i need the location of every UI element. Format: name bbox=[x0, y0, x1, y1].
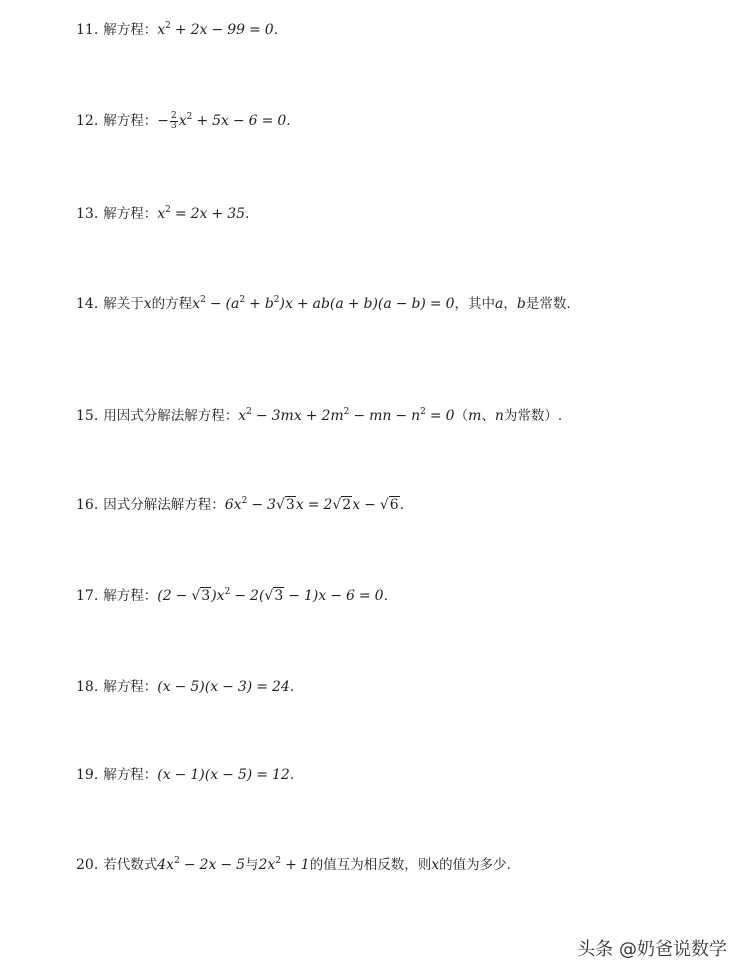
problem-label: 解方程： bbox=[103, 113, 158, 129]
problem-16 bbox=[76, 495, 404, 515]
problem-12 bbox=[76, 111, 291, 131]
problem-text: ， bbox=[503, 296, 517, 312]
equation: $(2 - √3)x^2 - 2(√3 - 1)x - 6 = 0$. bbox=[157, 587, 389, 604]
problem-number: 18. bbox=[76, 679, 99, 695]
problem-text: ，其中 bbox=[454, 296, 496, 312]
problem-text: 、 bbox=[481, 408, 495, 424]
problem-text: 的方程 bbox=[151, 296, 193, 312]
problem-text: 的值为多少. bbox=[439, 857, 511, 873]
problem-text: 是常数. bbox=[525, 296, 571, 312]
problem-label: 解方程： bbox=[103, 22, 158, 38]
problem-number: 17. bbox=[76, 588, 99, 604]
problem-label: 若代数式 bbox=[103, 857, 158, 873]
problem-number: 20. bbox=[76, 857, 99, 873]
problem-label: 解方程： bbox=[103, 679, 158, 695]
equation: − $\frac{2}{3}$ $x^2 + 5x - 6 = 0$. bbox=[157, 110, 291, 131]
problem-text: 的值互为相反数，则 bbox=[309, 857, 432, 873]
equation: (x − 1)(x − 5) = 12. bbox=[157, 767, 295, 783]
equation: (x − 5)(x − 3) = 24. bbox=[157, 679, 295, 695]
problem-18 bbox=[76, 677, 294, 697]
equation: $x^2 + 2x - 99 = 0$. bbox=[157, 21, 279, 38]
problem-number: 12. bbox=[76, 113, 99, 129]
problem-label: 解方程： bbox=[103, 588, 158, 604]
problem-17 bbox=[76, 586, 388, 606]
problem-text: 为常数）. bbox=[503, 408, 563, 424]
problem-20: 20. 若代数式$4x^2 - 2x - 5$与$2x^2 + 1$的值互为相反数，则x的值为多少. bbox=[76, 856, 511, 873]
equation: $x^2 - 3mx + 2m^2$ − mn − $n^2 = 0$ bbox=[238, 407, 455, 424]
watermark: 头条 @奶爸说数学 bbox=[577, 939, 727, 960]
problem-label: 解方程： bbox=[103, 206, 158, 222]
problem-text: （ bbox=[454, 408, 469, 424]
problem-number: 14. bbox=[76, 296, 99, 312]
problem-number: 16. bbox=[76, 497, 99, 513]
problem-15: 15. 用因式分解法解方程：$x^2 - 3mx + 2m^2$ − mn − $n^2 = 0(m$、n为常数）. bbox=[76, 407, 563, 424]
problem-11 bbox=[76, 20, 278, 40]
problem-label: 用因式分解法解方程： bbox=[103, 408, 239, 424]
problem-number: 19. bbox=[76, 767, 99, 783]
equation: $6x^2 - 3√3x = 2√2x - √6$. bbox=[224, 496, 405, 513]
problem-19 bbox=[76, 765, 294, 785]
problem-number: 13. bbox=[76, 206, 99, 222]
problem-label: 解关于 bbox=[103, 296, 144, 312]
problem-number: 11. bbox=[76, 22, 99, 38]
problem-14: 14. 解关于x的方程$x^2 - (a^2 + b^2)x + ab(a + b)(a - b) = 0$，其中a，b是常数. bbox=[76, 295, 571, 312]
problem-number: 15. bbox=[76, 408, 99, 424]
equation: $x^2 = 2x + 35$. bbox=[157, 205, 250, 222]
problem-label: 解方程： bbox=[103, 767, 158, 783]
problem-label: 因式分解法解方程： bbox=[103, 497, 225, 513]
problem-text: 与 bbox=[245, 857, 259, 873]
problem-13 bbox=[76, 204, 249, 224]
equation: $x^2 - (a^2 + b^2)x + ab(a + b)(a - b) = 0$ bbox=[192, 295, 455, 312]
equation: $4x^2 - 2x - 5$ bbox=[157, 856, 246, 873]
equation: $2x^2 + 1$ bbox=[258, 856, 310, 873]
